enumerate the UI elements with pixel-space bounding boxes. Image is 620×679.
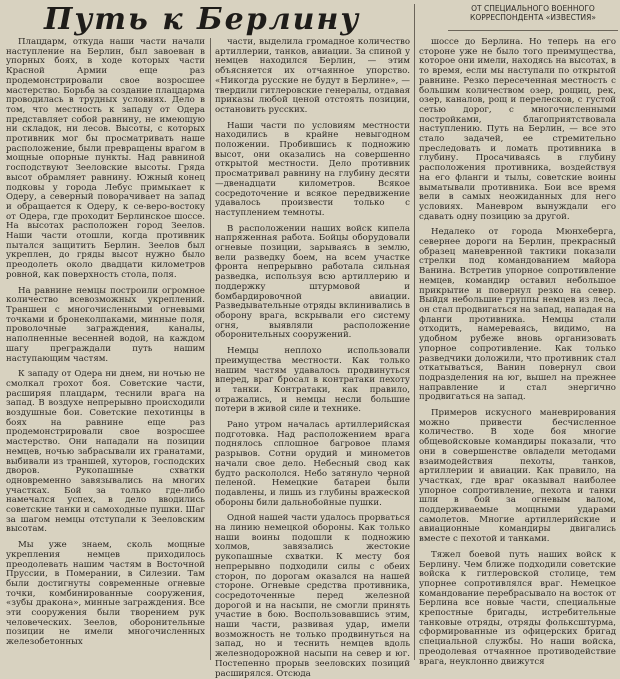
- article-byline: ОТ СПЕЦИАЛЬНОГО ВОЕННОГО КОРРЕСПОНДЕНТА «ИЗВЕСТИЯ»: [470, 4, 596, 22]
- paragraph: Немцы неплохо использовали преимущества местности. Как только нашим частям удавалось продвинуться вперед, враг бросал в контратаки пехоту и танки. Контратаки, как правило, отражались, и немцы несли большие потери в живой силе и технике.: [215, 346, 410, 415]
- paragraph: шоссе до Берлина. Но теперь на его стороне уже не было того преимущества, которое они имели, находясь на высотах, в то время, если мы наступали по открытой равнине. Резко пересеченная местность с большим количеством озер, рощиц, рек, озер, каналов, рощ и перелесков, с густой сетью дорог, с многочисленными постройками, благоприятствовала наступлению. Путь на Берлин, — все это стало задачей, ее стремительно преследовать и ломать противника в глубину. Просачиваясь в глубину расположения противника, воздействуя на его фланги и тылы, советские воины выматывали противника. Бои все время вели в самых неожиданных для него условиях. Маневром вынуждали его сдавать одну позицию за другой.: [419, 37, 616, 222]
- paragraph: части, выделила громадное количество артиллерии, танков, авиации. За спиной у немцев находился Берлин, — этим объясняется их отчаянное упорство. «Никогда русские не будут в Берлине», — твердили гитлеровские генералы, отдавая приказы любой ценой отстоять позиции, остановить русских.: [215, 37, 410, 115]
- paragraph: К западу от Одера ни днем, ни ночью не смолкал грохот боя. Советские части, расширяя плацдарм, теснили врага на запад. В воздухе непрерывно происходили воздушные бои. Советские пехотинцы в боях на равнине еще раз продемонстрировали свое возросшее мастерство. Они нападали на позиции немцев, ночью забрасывали их гранатами, выбивали из траншей, хуторов, господских дворов. Рукопашные схватки одновременно завязывались на многих участках. Бой за только где-либо намечался успех, в дело вводились советские танки и самоходные пушки. Шаг за шагом немцы отступали к Зееловским высотам.: [6, 369, 205, 535]
- column-divider: [210, 38, 211, 660]
- paragraph: Рано утром началась артиллерийская подготовка. Над расположением врага поднялось сплошное багровое пламя разрывов. Сотни орудий и минометов начали свое дело. Небесный свод как будто раскололся. Небо затянуло черной пеленой. Немецкие батареи были подавлены, и лишь из глубины вражеской обороны били дальнобойные пушки.: [215, 420, 410, 508]
- paragraph: Тяжел боевой путь наших войск к Берлину. Чем ближе подходили советские войска к гитлеровской столице, тем упорнее сопротивлялся враг. Немецкое командование перебрасывало на восток от Берлина все новые части, специальные крепостные бригады, истребительные танковые отряды, отряды фольксштурма, сформированные из офицерских бригад специальной службы. Но наши войска, преодолевая отчаянное противодействие врага, неуклонно движутся: [419, 549, 616, 667]
- paragraph: На равнине немцы построили огромное количество всевозможных укреплений. Траншеи с многочисленными огневыми точками и бронеколпаками, минные поля, проволочные заграждения, каналы, наполненные весенней водой, на каждом шагу преграждали путь нашим наступающим частям.: [6, 285, 205, 364]
- paragraph: Мы уже знаем, сколь мощные укрепления немцев приходилось преодолевать нашим частям в Восточной Пруссии, в Померании, в Силезии. Там были достигнуты современные огневые точки, комбинированные сооружения, «зубы дракона», минные заграждения. Все эти сооружения были творением рук человеческих. Зеелов, оборонительные позиции не имели многочисленных железобетонных: [6, 540, 205, 648]
- column-divider: [414, 4, 415, 660]
- header-rule: [448, 30, 618, 31]
- article-column-2: [215, 37, 410, 679]
- paragraph: Наши части по условиям местности находились в крайне невыгодном положении. Пробившись к подножию высот, они оказались на совершенно открытой местности. Дело противник просматривал равнину на глубину десяти—двенадцати километров. Всякое сосредоточение и всякое передвижение удавалось произвести только с наступлением темноты.: [215, 120, 410, 218]
- article-title: Путь к Берлину: [44, 2, 361, 37]
- paragraph: Недалеко от города Мюнхеберга, севернее дороги на Берлин, прекрасный образец маневренной тактики показали стрелки под командованием майора Ванина. Встретив упорное сопротивление немцев, командир оставил небольшое прикрытие и повернул резко на север. Выйдя небольшие группы немцев из леса, он стал продвигаться на запад, нападая на фланги противника. Немцы стали отходить, намереваясь, видимо, на удобном рубеже вновь организовать упорное сопротивление. Как только разведчики доложили, что противник стал откатываться, Ванин повернул свои подразделения на юг, вышел на прежнее направление и стал энергично продвигаться на запад.: [419, 227, 616, 403]
- paragraph: Примеров искусного маневрирования можно привести бесчисленное количество. В ходе боя многие общевойсковые командиры показали, что они в совершенстве овладели методами взаимодействия пехоты, танков, артиллерии и авиации. Как правило, на участках, где враг оказывал наиболее упорное сопротивление, пехота и танки шли в бой за огневым валом, поддерживаемые мощными ударами самолетов. Многие артиллерийские и авиационные командиры двигались вместе с пехотой и танками.: [419, 408, 616, 545]
- paragraph: Плацдарм, откуда наши части начали наступление на Берлин, был завоеван в упорных боях, в ходе которых части Красной Армии еще раз продемонстрировали свое возросшее мастерство. Борьба за создание плацдарма проводилась в трудных условиях. Дело в том, что местность к западу от Одера представляет собой равнину, не имеющую ни складок, ни лесов. Высоты, с которых противник мог бы просматривать наше расположение, были превращены врагом в мощные опорные пункты. Над равниной господствуют Зееловские высоты. Гряда высот обрамляет равнину. Южный конец подковы у города Лебус примыкает к Одеру, а северный поворачивает на запад и обращается к Одеру, к се-веро-востоку от Одера, где проходит Берлинское шоссе. На высотах расположен город Зеелов. Наши части отошли, когда противник пытался защитить Берлин. Зеелов был укреплен, до гряды высот нужно было преодолеть около двадцати километров ровной, как поверхность стола, поля.: [6, 37, 205, 280]
- article-column-1: [6, 38, 205, 660]
- paragraph: В расположении наших войск кипела напряженная работа. Бойцы оборудовали огневые позиции, зарываясь в землю, вели разведку боем, на всем участке фронта непрерывно работала сильная разведка, используя всю артиллерию и поддержку штурмовой и бомбардировочной авиации. Разведывательные отряды вклинивались в оборону врага, вскрывали его систему огня, выявляли расположение оборонительных сооружений.: [215, 223, 410, 341]
- article-column-3: [419, 37, 616, 667]
- paragraph: Одной нашей части удалось прорваться на линию немецкой обороны. Как только наши воины подошли к подножию холмов, завязались жестокие рукопашные схватки. К месту боя непрерывно подходили силы с обеих сторон, по дорогам оказался на нашей стороне. Огневые средства противника, сосредоточенные перед железной дорогой и на насыпи, не смогли принять участие в бою. Воспользовавшись этим, наши части, развивая удар, имели возможность не только продвинуться на запад, но и теснить немцев вдоль железнодорожной насыпи на север и юг. Постепенно прорыв зееловских позиций расширялся. Отсюда: [215, 513, 410, 679]
